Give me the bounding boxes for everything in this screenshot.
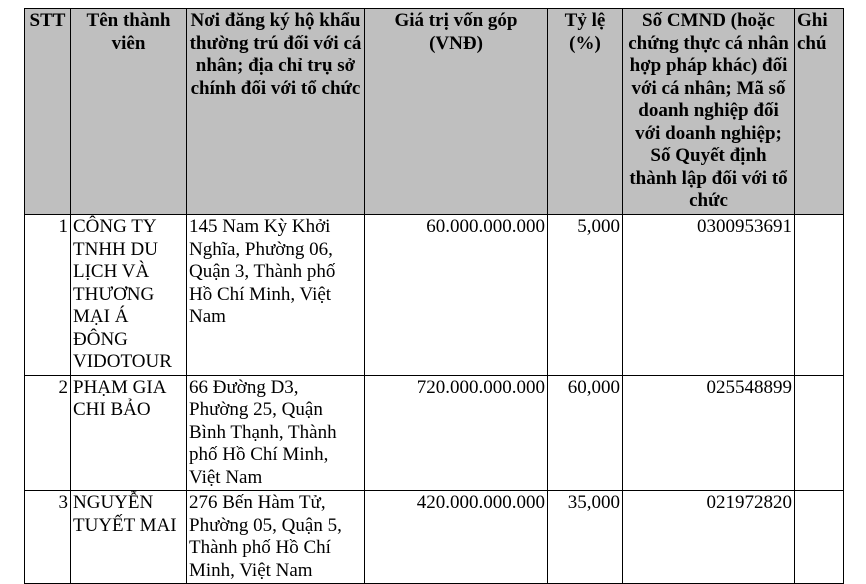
header-member-name: Tên thành viên: [71, 9, 187, 215]
cell-member-name: CÔNG TY TNHH DU LỊCH VÀ THƯƠNG MẠI Á ĐÔNG VIDOTOUR: [71, 215, 187, 376]
cell-ratio: 60,000: [548, 375, 623, 491]
cell-capital: 720.000.000.000: [365, 375, 548, 491]
header-ratio: Tỷ lệ (%): [548, 9, 623, 215]
table-header-row: [25, 9, 844, 215]
cell-id-number: 0300953691: [623, 215, 795, 376]
cell-id-number: 021972820: [623, 491, 795, 584]
table-row: [25, 375, 844, 491]
header-address: Nơi đăng ký hộ khẩu thường trú đối với cá nhân; địa chỉ trụ sở chính đối với tổ chức: [187, 9, 365, 215]
cell-capital: 420.000.000.000: [365, 491, 548, 584]
table-row: [25, 215, 844, 376]
cell-id-number: 025548899: [623, 375, 795, 491]
header-capital: Giá trị vốn góp (VNĐ): [365, 9, 548, 215]
cell-member-name: NGUYỄN TUYẾT MAI: [71, 491, 187, 584]
cell-address: 66 Đường D3, Phường 25, Quận Bình Thạnh, Thành phố Hồ Chí Minh, Việt Nam: [187, 375, 365, 491]
cell-note: [795, 375, 844, 491]
cell-ratio: 35,000: [548, 491, 623, 584]
cell-stt: 2: [25, 375, 71, 491]
cell-stt: 1: [25, 215, 71, 376]
table-row: [25, 491, 844, 584]
members-table: [24, 8, 844, 584]
cell-capital: 60.000.000.000: [365, 215, 548, 376]
cell-stt: 3: [25, 491, 71, 584]
header-id-number: Số CMND (hoặc chứng thực cá nhân hợp pháp khác) đối với cá nhân; Mã số doanh nghiệp đối với doanh nghiệp; Số Quyết định thành lập đối với tổ chức: [623, 9, 795, 215]
cell-ratio: 5,000: [548, 215, 623, 376]
cell-address: 145 Nam Kỳ Khởi Nghĩa, Phường 06, Quận 3, Thành phố Hồ Chí Minh, Việt Nam: [187, 215, 365, 376]
header-note: Ghi chú: [795, 9, 844, 215]
cell-address: 276 Bến Hàm Tử, Phường 05, Quận 5, Thành phố Hồ Chí Minh, Việt Nam: [187, 491, 365, 584]
cell-note: [795, 215, 844, 376]
cell-note: [795, 491, 844, 584]
header-stt: STT: [25, 9, 71, 215]
cell-member-name: PHẠM GIA CHI BẢO: [71, 375, 187, 491]
